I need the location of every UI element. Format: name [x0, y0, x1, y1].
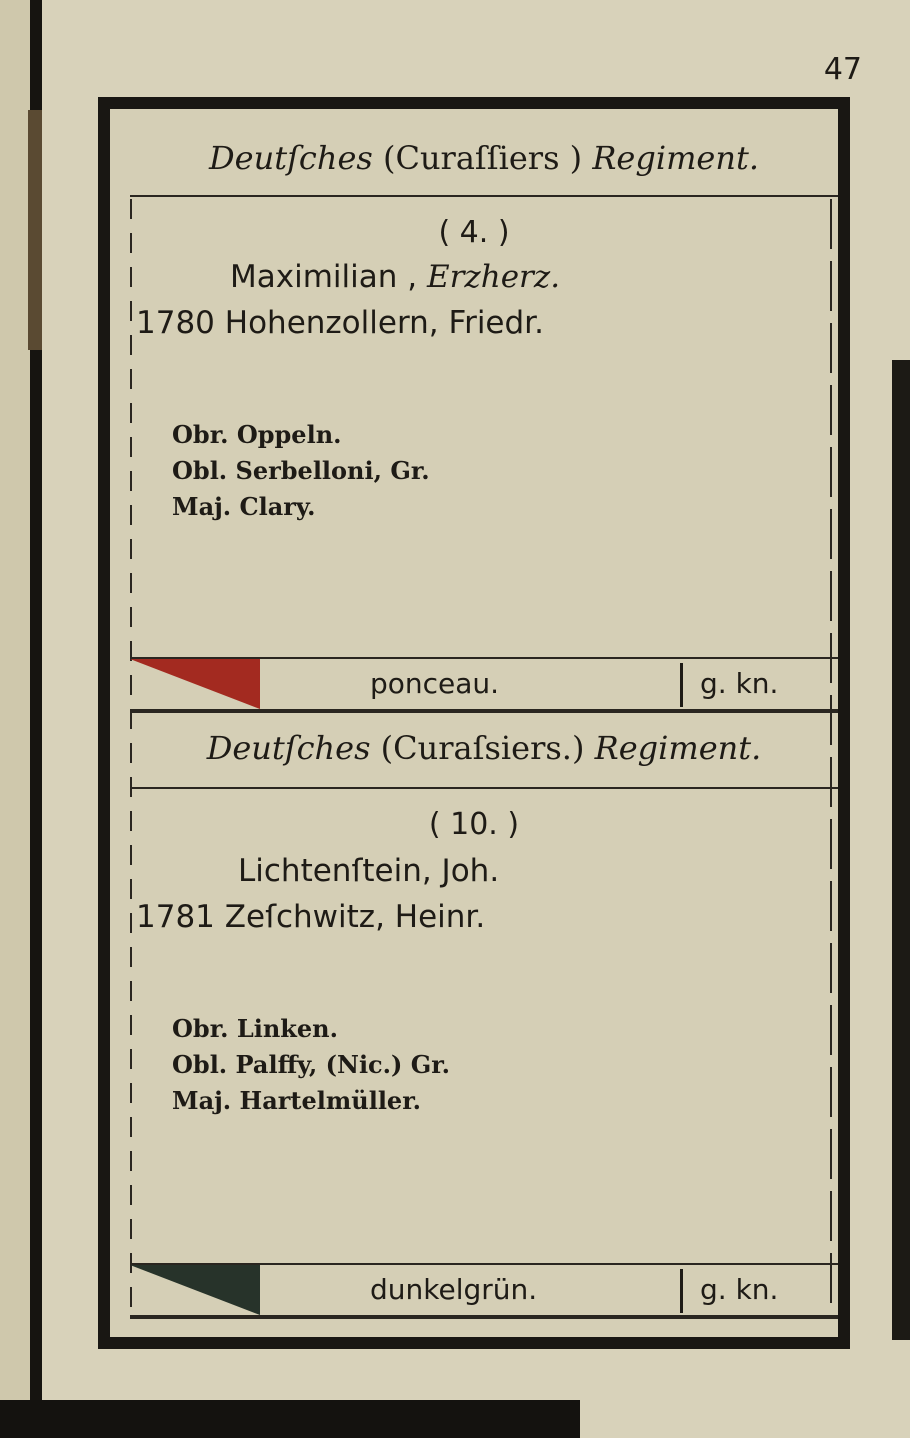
- officer-major: Maj. Clary.: [172, 492, 316, 521]
- officer-lieutenant-colonel: Obl. Serbelloni, Gr.: [172, 456, 430, 485]
- regiment-entry: [110, 723, 838, 1337]
- officer-list: [172, 1011, 450, 1119]
- bottom-shadow: [0, 1400, 580, 1438]
- title-middle: (Curaſſiers ): [382, 139, 583, 177]
- owner-line: [238, 853, 499, 889]
- year: 1780: [136, 305, 215, 341]
- page-number: 47: [823, 52, 862, 87]
- button-type: g. kn.: [700, 1273, 779, 1306]
- title-middle: (Curaſsiers.): [380, 729, 585, 767]
- color-row: [130, 1263, 838, 1319]
- table-frame: [98, 97, 850, 1349]
- regiment-number: ( 10. ): [428, 807, 520, 842]
- title-suffix: Regiment.: [592, 139, 759, 177]
- facing-color: ponceau.: [370, 667, 500, 700]
- flag-swatch: [130, 659, 260, 709]
- title-prefix: Deutſches: [206, 729, 371, 767]
- title-rule: [130, 787, 838, 789]
- page-edge-shadow: [892, 360, 910, 1340]
- regiment-entry: [110, 109, 838, 723]
- regiment-title: [130, 139, 838, 177]
- flag-swatch: [130, 1265, 260, 1315]
- title-prefix: Deutſches: [209, 139, 373, 177]
- title-rule: [130, 195, 838, 197]
- spine-stain: [28, 110, 42, 350]
- officer-colonel: Obr. Oppeln.: [172, 420, 342, 449]
- color-row: [130, 657, 838, 713]
- owner-line: [230, 259, 560, 295]
- regiment-title: [130, 729, 838, 767]
- owner-title: Erzherz.: [426, 259, 561, 295]
- owner-name: Lichtenſtein, Joh.: [238, 853, 500, 889]
- second-owner: Zeſchwitz, Heinr.: [224, 899, 486, 935]
- second-owner-line: [136, 899, 485, 935]
- owner-name: Maximilian ,: [230, 259, 418, 295]
- column-separator: [680, 663, 683, 707]
- button-type: g. kn.: [700, 667, 779, 700]
- regiment-number: ( 4. ): [438, 215, 510, 250]
- officer-colonel: Obr. Linken.: [172, 1014, 338, 1043]
- second-owner-line: [136, 305, 544, 341]
- officer-list: [172, 417, 430, 525]
- officer-major: Maj. Hartelmüller.: [172, 1086, 421, 1115]
- officer-lieutenant-colonel: Obl. Palffy, (Nic.) Gr.: [172, 1050, 451, 1079]
- column-separator: [680, 1269, 683, 1313]
- title-suffix: Regiment.: [594, 729, 762, 767]
- year: 1781: [136, 899, 215, 935]
- second-owner: Hohenzollern, Friedr.: [224, 305, 544, 341]
- facing-color: dunkelgrün.: [370, 1273, 538, 1306]
